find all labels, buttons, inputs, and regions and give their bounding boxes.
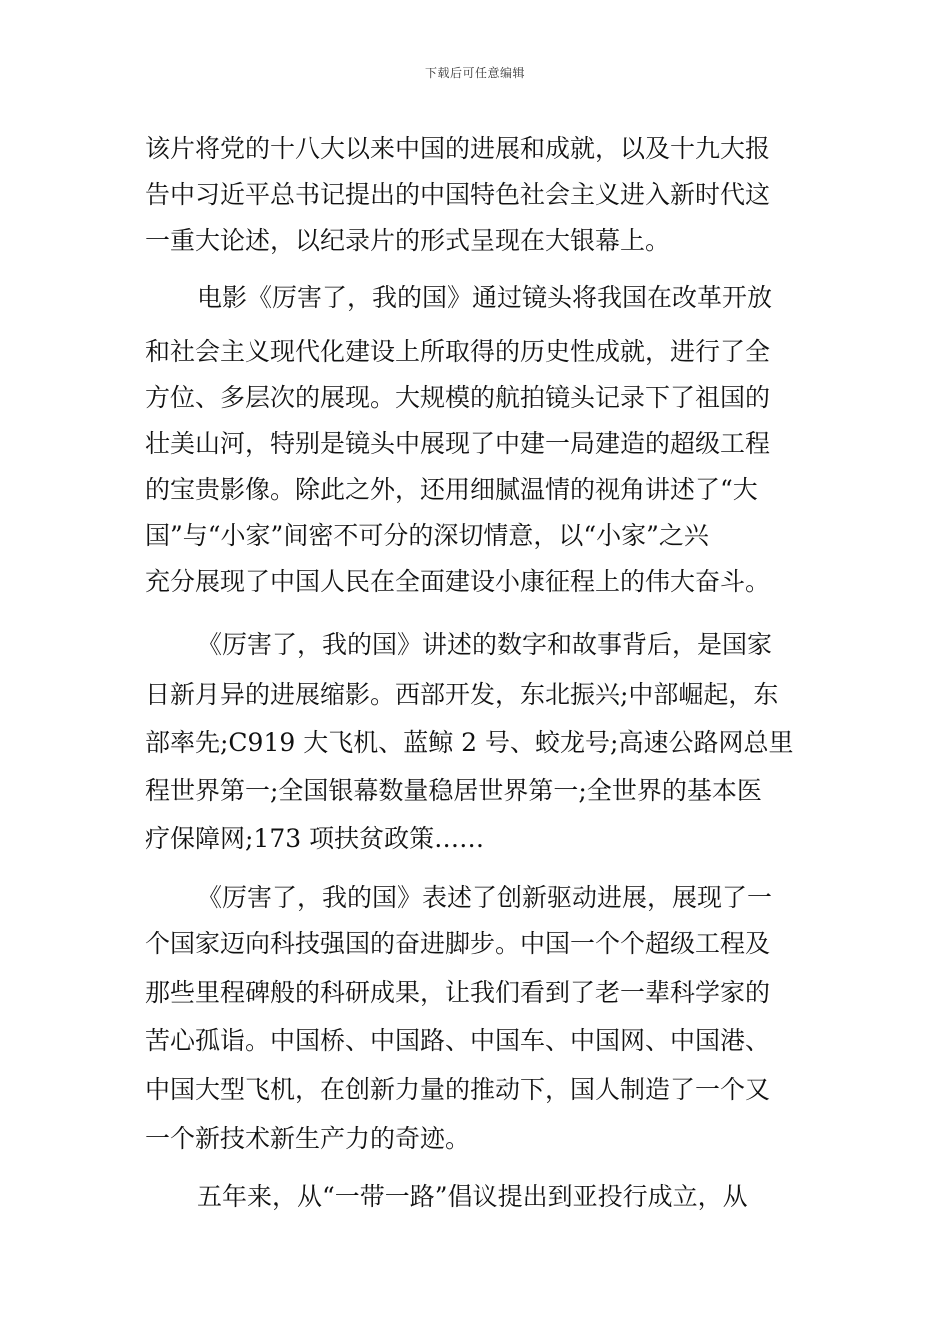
paragraph-3-line-5: 疗保障网;173 项扶贫政策…… <box>145 824 485 853</box>
paragraph-5-line-1: 五年来，从“一带一路”倡议提出到亚投行成立，从 <box>197 1182 748 1211</box>
paragraph-4-line-6: 一个新技术新生产力的奇迹。 <box>145 1124 471 1153</box>
paragraph-4-line-2: 个国家迈向科技强国的奋进脚步。中国一个个超级工程及 <box>145 929 771 958</box>
paragraph-3-line-3: 部率先;C919 大飞机、蓝鲸 2 号、蛟龙号;高速公路网总里 <box>145 728 794 757</box>
paragraph-2-line-4: 壮美山河，特别是镜头中展现了中建一局建造的超级工程 <box>145 429 771 458</box>
paragraph-3-line-1: 《厉害了，我的国》讲述的数字和故事背后，是国家 <box>197 630 773 659</box>
paragraph-2-line-1: 电影《厉害了，我的国》通过镜头将我国在改革开放 <box>197 283 773 312</box>
paragraph-4-line-5: 中国大型飞机，在创新力量的推动下，国人制造了一个又 <box>145 1075 771 1104</box>
paragraph-1-line-2: 告中习近平总书记提出的中国特色社会主义进入新时代这 <box>145 180 771 209</box>
paragraph-4-line-3: 那些里程碑般的科研成果，让我们看到了老一辈科学家的 <box>145 978 771 1007</box>
paragraph-3-line-4: 程世界第一;全国银幕数量稳居世界第一;全世界的基本医 <box>145 776 762 805</box>
paragraph-1-line-1: 该片将党的十八大以来中国的进展和成就，以及十九大报 <box>145 134 771 163</box>
page-header: 下载后可任意编辑 <box>424 66 525 80</box>
paragraph-2-line-5: 的宝贵影像。除此之外，还用细腻温情的视角讲述了“大 <box>145 475 758 504</box>
paragraph-2-line-6: 国”与“小家”间密不可分的深切情意，以“小家”之兴 <box>145 521 709 550</box>
paragraph-1-line-3: 一重大论述，以纪录片的形式呈现在大银幕上。 <box>145 226 671 255</box>
paragraph-4-line-4: 苦心孤诣。中国桥、中国路、中国车、中国网、中国港、 <box>145 1026 771 1055</box>
paragraph-3-line-2: 日新月异的进展缩影。西部开发，东北振兴;中部崛起，东 <box>145 680 779 709</box>
paragraph-4-line-1: 《厉害了，我的国》表述了创新驱动进展，展现了一 <box>197 883 773 912</box>
paragraph-2-line-7: 充分展现了中国人民在全面建设小康征程上的伟大奋斗。 <box>145 567 771 596</box>
paragraph-2-line-2: 和社会主义现代化建设上所取得的历史性成就，进行了全 <box>145 337 771 366</box>
paragraph-2-line-3: 方位、多层次的展现。大规模的航拍镜头记录下了祖国的 <box>145 383 771 412</box>
